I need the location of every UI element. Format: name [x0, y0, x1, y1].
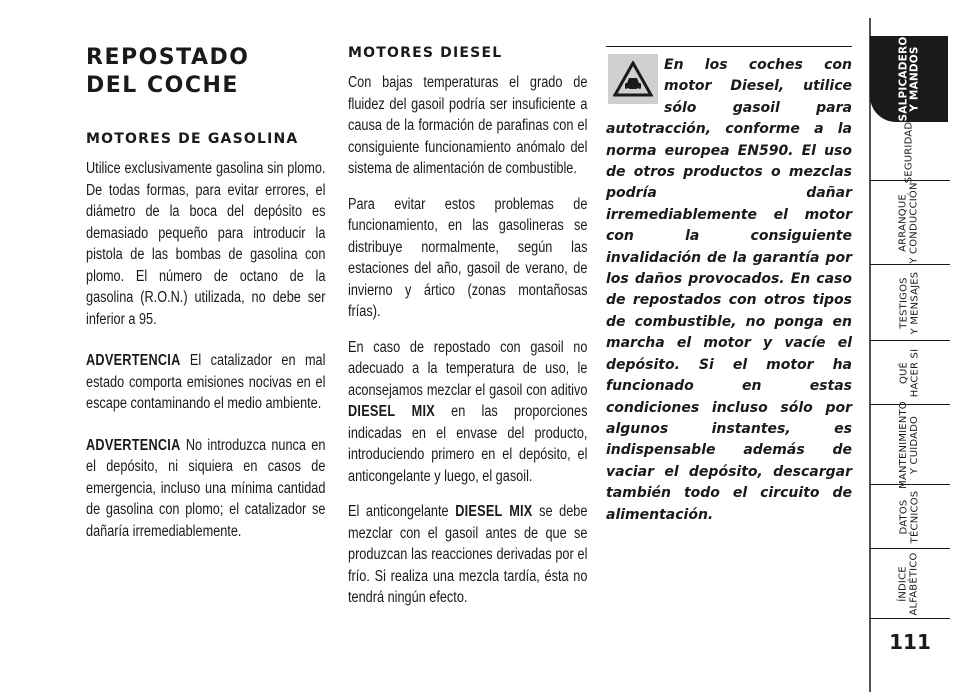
- tab-separator: [870, 264, 950, 265]
- tab-separator: [870, 548, 950, 549]
- gasoline-warning-2: ADVERTENCIA No introduzca nunca en el depósito, ni siquiera en casos de emergencia, incluso una mínima cantidad de gasolina con plomo; el catalizador se dañaría irremediablemente.: [86, 436, 326, 540]
- tab-mantenimiento[interactable]: MANTENIMIENTO Y CUIDADO: [898, 401, 921, 489]
- tab-separator: [870, 484, 950, 485]
- section-title-diesel: MOTORES DIESEL: [348, 45, 503, 61]
- warning-top-rule: [606, 46, 852, 47]
- diesel-paragraph-1: Con bajas temperaturas el grado de fluidez del gasoil podría ser insuficiente a causa de la formación de parafinas con el consiguiente funcionamiento anómalo del sistema de alimentación de combustible.: [348, 74, 588, 177]
- tab-salpicadero[interactable]: SALPICADERO Y MANDOS: [870, 36, 948, 122]
- diesel-paragraph-3: En caso de repostado con gasoil no adecuado a la temperatura de uso, le aconsejamos mezclar el gasoil con aditivo DIESEL MIX en las proporciones indicadas en el envase del producto, introduciendo primero en el depósito, el anticongelante y luego, el gasoil.: [348, 338, 588, 485]
- page-title: REPOSTADO DEL COCHE: [86, 45, 250, 98]
- tab-que-hacer[interactable]: QUÉ HACER SI: [897, 348, 920, 398]
- tab-testigos[interactable]: TESTIGOS Y MENSAJES: [897, 271, 920, 335]
- gasoline-warning-1: ADVERTENCIA El catalizador en mal estado comporta emisiones nocivas en el escape contaminando el medio ambiente.: [86, 352, 326, 412]
- tab-seguridad[interactable]: SEGURIDAD: [903, 121, 915, 183]
- tab-arranque[interactable]: ARRANQUE Y CONDUCCIÓN: [898, 182, 920, 264]
- page-number: 111: [889, 630, 931, 654]
- column-diesel: [348, 44, 588, 623]
- section-title-gasoline: MOTORES DE GASOLINA: [86, 131, 299, 147]
- diesel-paragraph-2: Para evitar estos problemas de funcionamiento, en las gasolineras se distribuye normalmente, según las estaciones del año, gasoil de verano, de invierno y ártico (zonas montañosas frías).: [348, 195, 588, 320]
- tab-indice[interactable]: ÍNDICE ALFABÉTICO: [898, 552, 920, 616]
- tab-separator: [870, 618, 950, 619]
- column-gasoline: [86, 44, 326, 556]
- tab-datos-tecnicos[interactable]: DATOS TÉCNICOS: [897, 490, 920, 544]
- diesel-paragraph-4: El anticongelante DIESEL MIX se debe mezclar con el gasoil antes de que se produzcan las reacciones derivadas por el frío. Si realiza una mezcla tardía, ésta no tendrá ningún efecto.: [348, 503, 588, 606]
- diesel-warning-box: En los coches con motor Diesel, utilice sólo gasoil para autotracción, conforme a la norma europea EN590. El uso de otros productos o mezclas podría dañar irremediablemente el motor con la consiguiente invalidación de la garantía por los daños provocados. En caso de repostados con otros tipos de combustible, no ponga en marcha el motor y vacíe el depósito. Si el motor ha funcionado en estas condiciones incluso sólo por algunos instantes, es indispensable además de vaciar el depósito, descargar también todo el circuito de alimentación.: [606, 57, 852, 523]
- gasoline-paragraph: Utilice exclusivamente gasolina sin plomo. De todas formas, para evitar errores, el diámetro de la boca del depósito es demasiado pequeño para introducir la pistola de las bombas de gasolina con plomo. El número de octano de la gasolina (R.O.N.) utilizada, no debe ser inferior a 95.: [86, 160, 326, 328]
- tab-separator: [870, 340, 950, 341]
